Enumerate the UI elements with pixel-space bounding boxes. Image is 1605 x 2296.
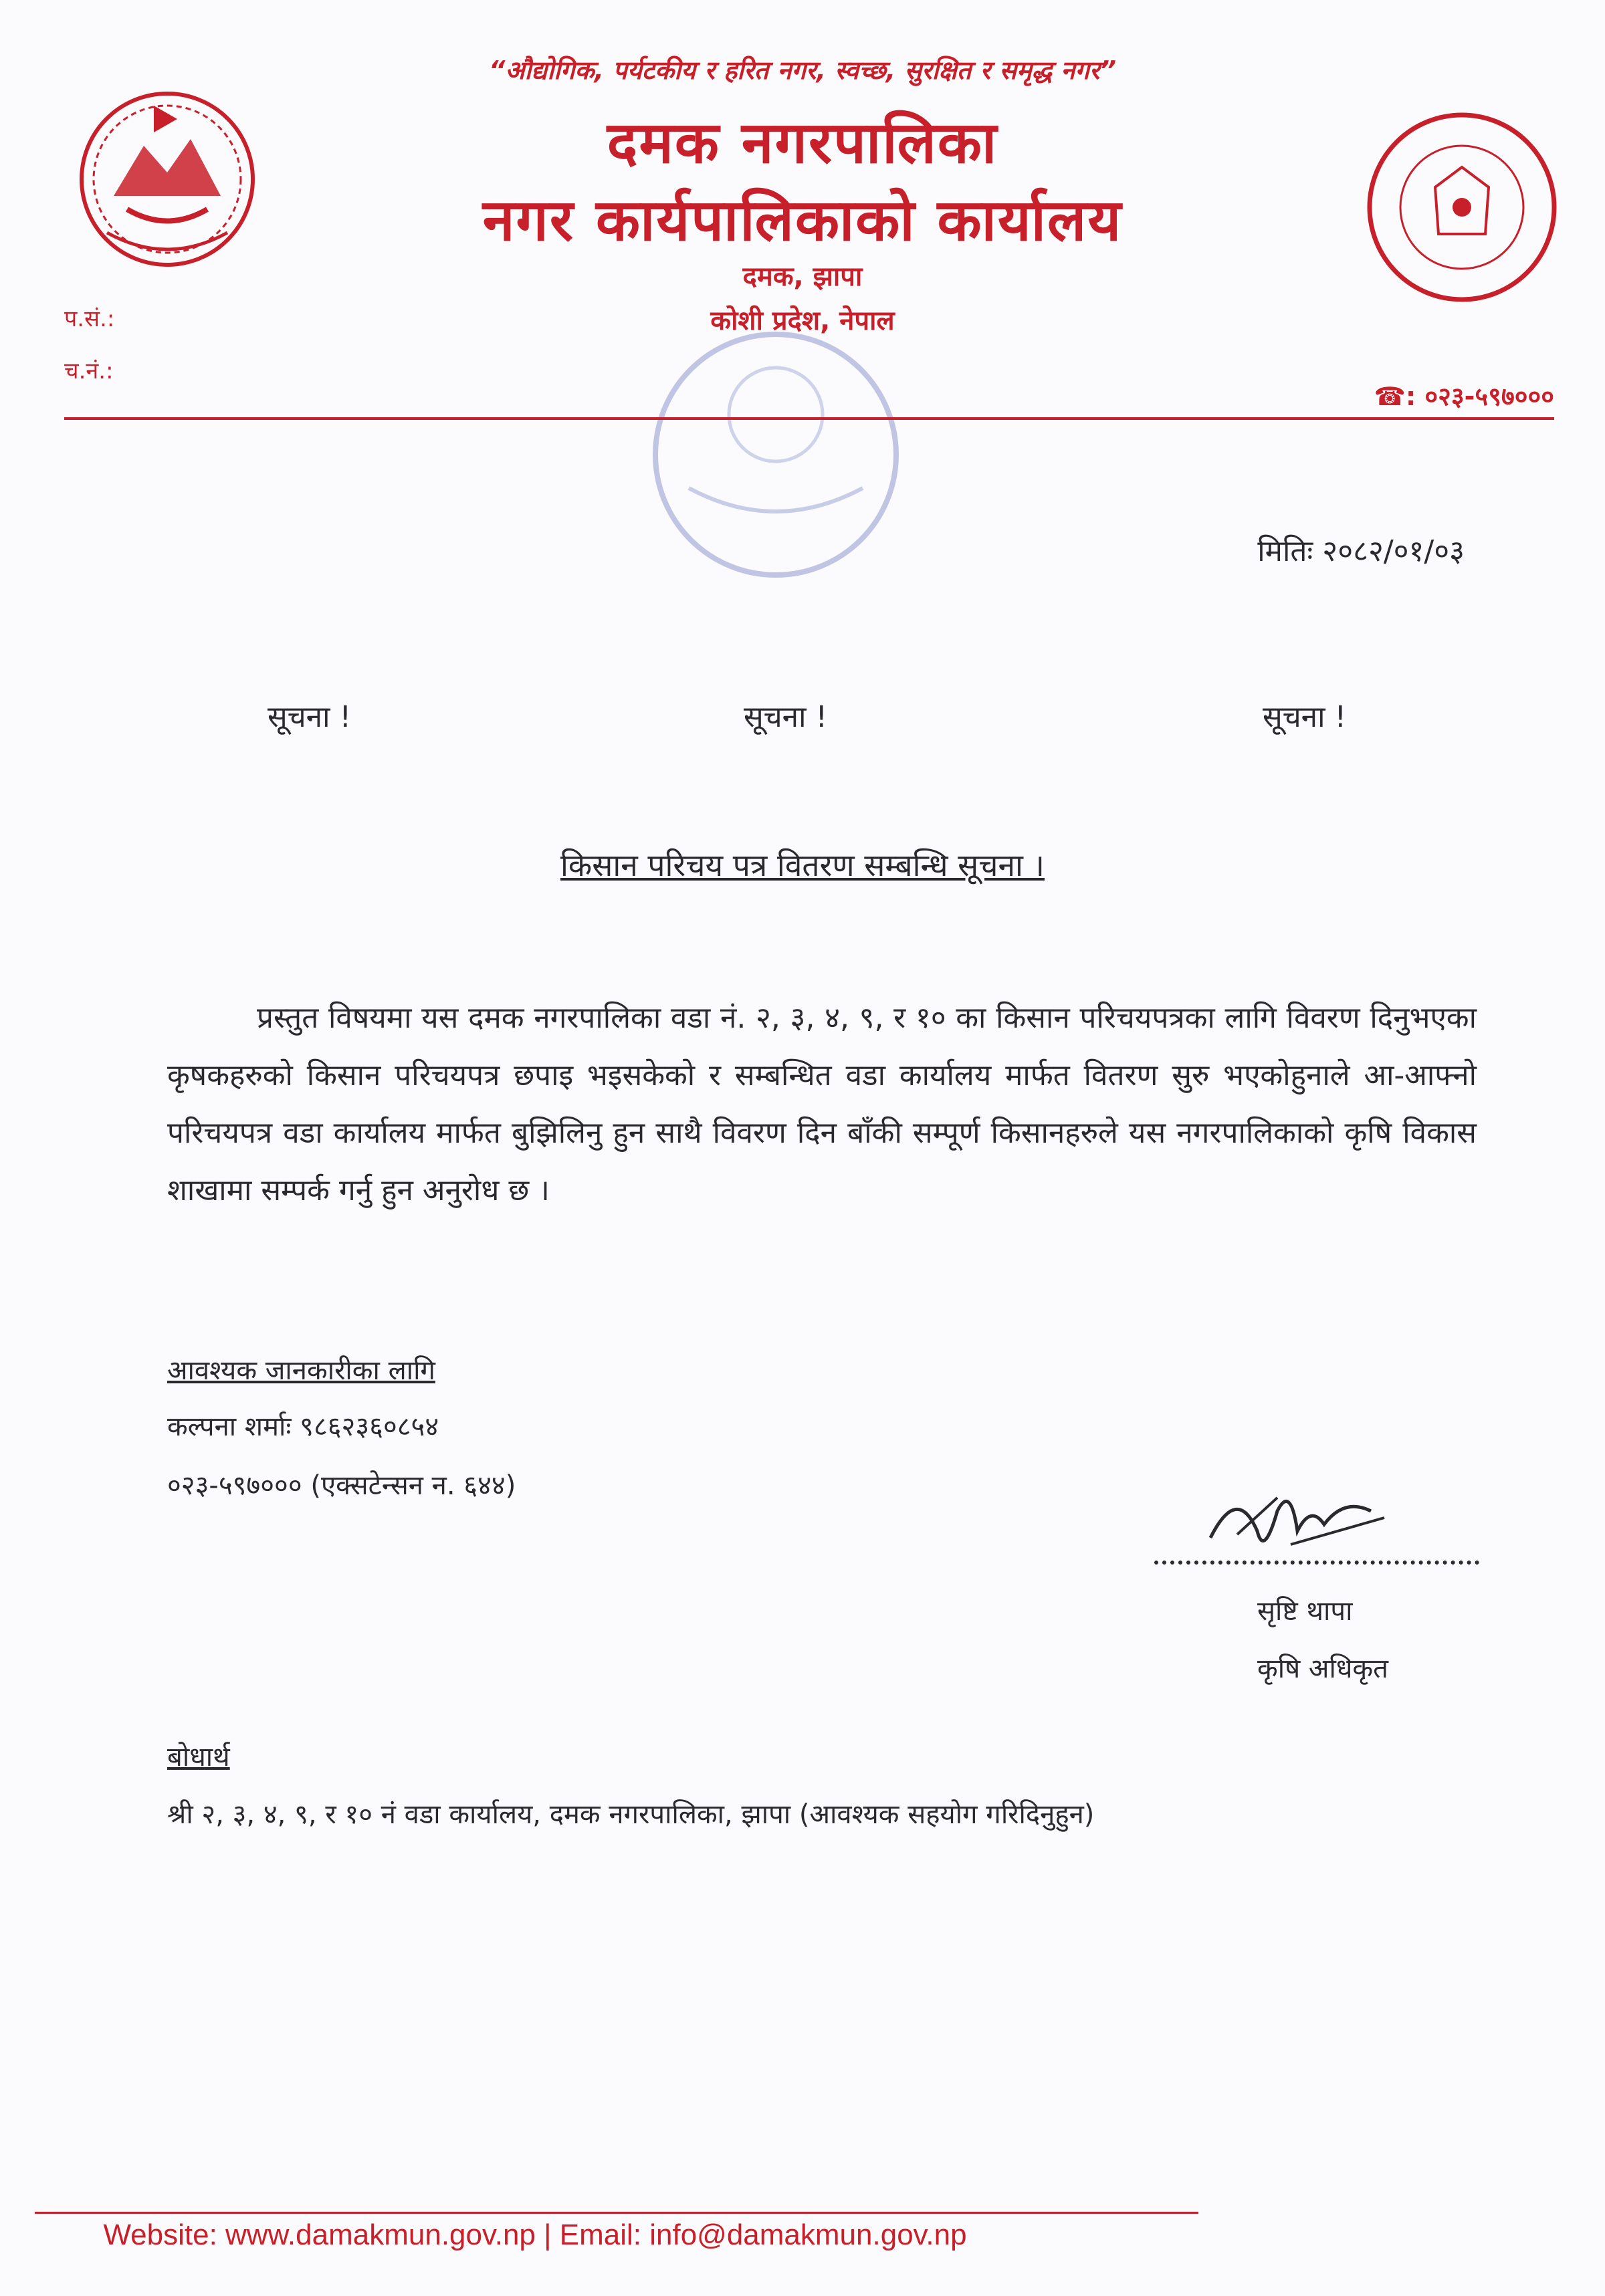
letter-subject: किसान परिचय पत्र वितरण सम्बन्धि सूचना ।	[560, 847, 1045, 883]
address-line-1: दमक, झापा	[742, 261, 863, 292]
municipality-name: दमक नगरपालिका	[607, 110, 998, 177]
signatory-name: सृष्टि थापा	[1257, 1596, 1353, 1627]
letterhead-divider	[64, 417, 1554, 420]
signatory-designation: कृषि अधिकृत	[1257, 1653, 1388, 1684]
office-name: नगर कार्यपालिकाको कार्यालय	[482, 187, 1123, 254]
signature-icon	[1197, 1471, 1398, 1571]
footer-contact: Website: www.damakmun.gov.np | Email: info@damakmun.gov.np	[103, 2218, 967, 2251]
office-stamp-icon	[642, 314, 909, 595]
contact-person: कल्पना शर्माः ९८६२३६०८५४	[167, 1411, 439, 1442]
contact-office-phone: ०२३-५९७००० (एक्सटेन्सन न. ६४४)	[167, 1470, 516, 1501]
reference-number-label: प.सं.:	[64, 306, 115, 332]
tagline: “औद्योगिक, पर्यटकीय र हरित नगर, स्वच्छ, सुरक्षित र समृद्ध नगर”	[489, 55, 1116, 85]
letter-date: मितिः २०८२/०१/०३	[1257, 534, 1465, 568]
notice-heading: सूचना !	[744, 700, 828, 734]
notice-heading: सूचना !	[268, 700, 352, 734]
address-line-2: कोशी प्रदेश, नेपाल	[710, 306, 895, 336]
office-phone: ☎: ०२३-५९७०००	[1374, 382, 1554, 411]
letter-body: प्रस्तुत विषयमा यस दमक नगरपालिका वडा नं. २, ३, ४, ९, र १० का किसान परिचयपत्रका लागि विवरण दिनुभएका कृषकहरुको किसान परिचयपत्र छपाइ भइसकेको र सम्बन्धित वडा कार्यालय मार्फत वितरण सुरु भएकोहुनाले आ-आफ्नो परिचयपत्र वडा कार्यालय मार्फत बुझिलिनु हुन साथै विवरण दिन बाँकी सम्पूर्ण किसानहरुले यस नगरपालिकाको कृषि विकास शाखामा सम्पर्क गर्नु हुन अनुरोध छ ।	[167, 1001, 1477, 1208]
cc-recipients: श्री २, ३, ४, ९, र १० नं वडा कार्यालय, दमक नगरपालिका, झापा (आवश्यक सहयोग गरिदिनुहुन)	[167, 1799, 1095, 1830]
notice-heading: सूचना !	[1263, 700, 1347, 734]
dispatch-number-label: च.नं.:	[64, 358, 114, 384]
cc-heading: बोधार्थ	[167, 1742, 230, 1772]
signature-line	[1154, 1561, 1479, 1565]
footer-divider	[35, 2212, 1198, 2214]
contact-heading: आवश्यक जानकारीका लागि	[167, 1355, 435, 1386]
